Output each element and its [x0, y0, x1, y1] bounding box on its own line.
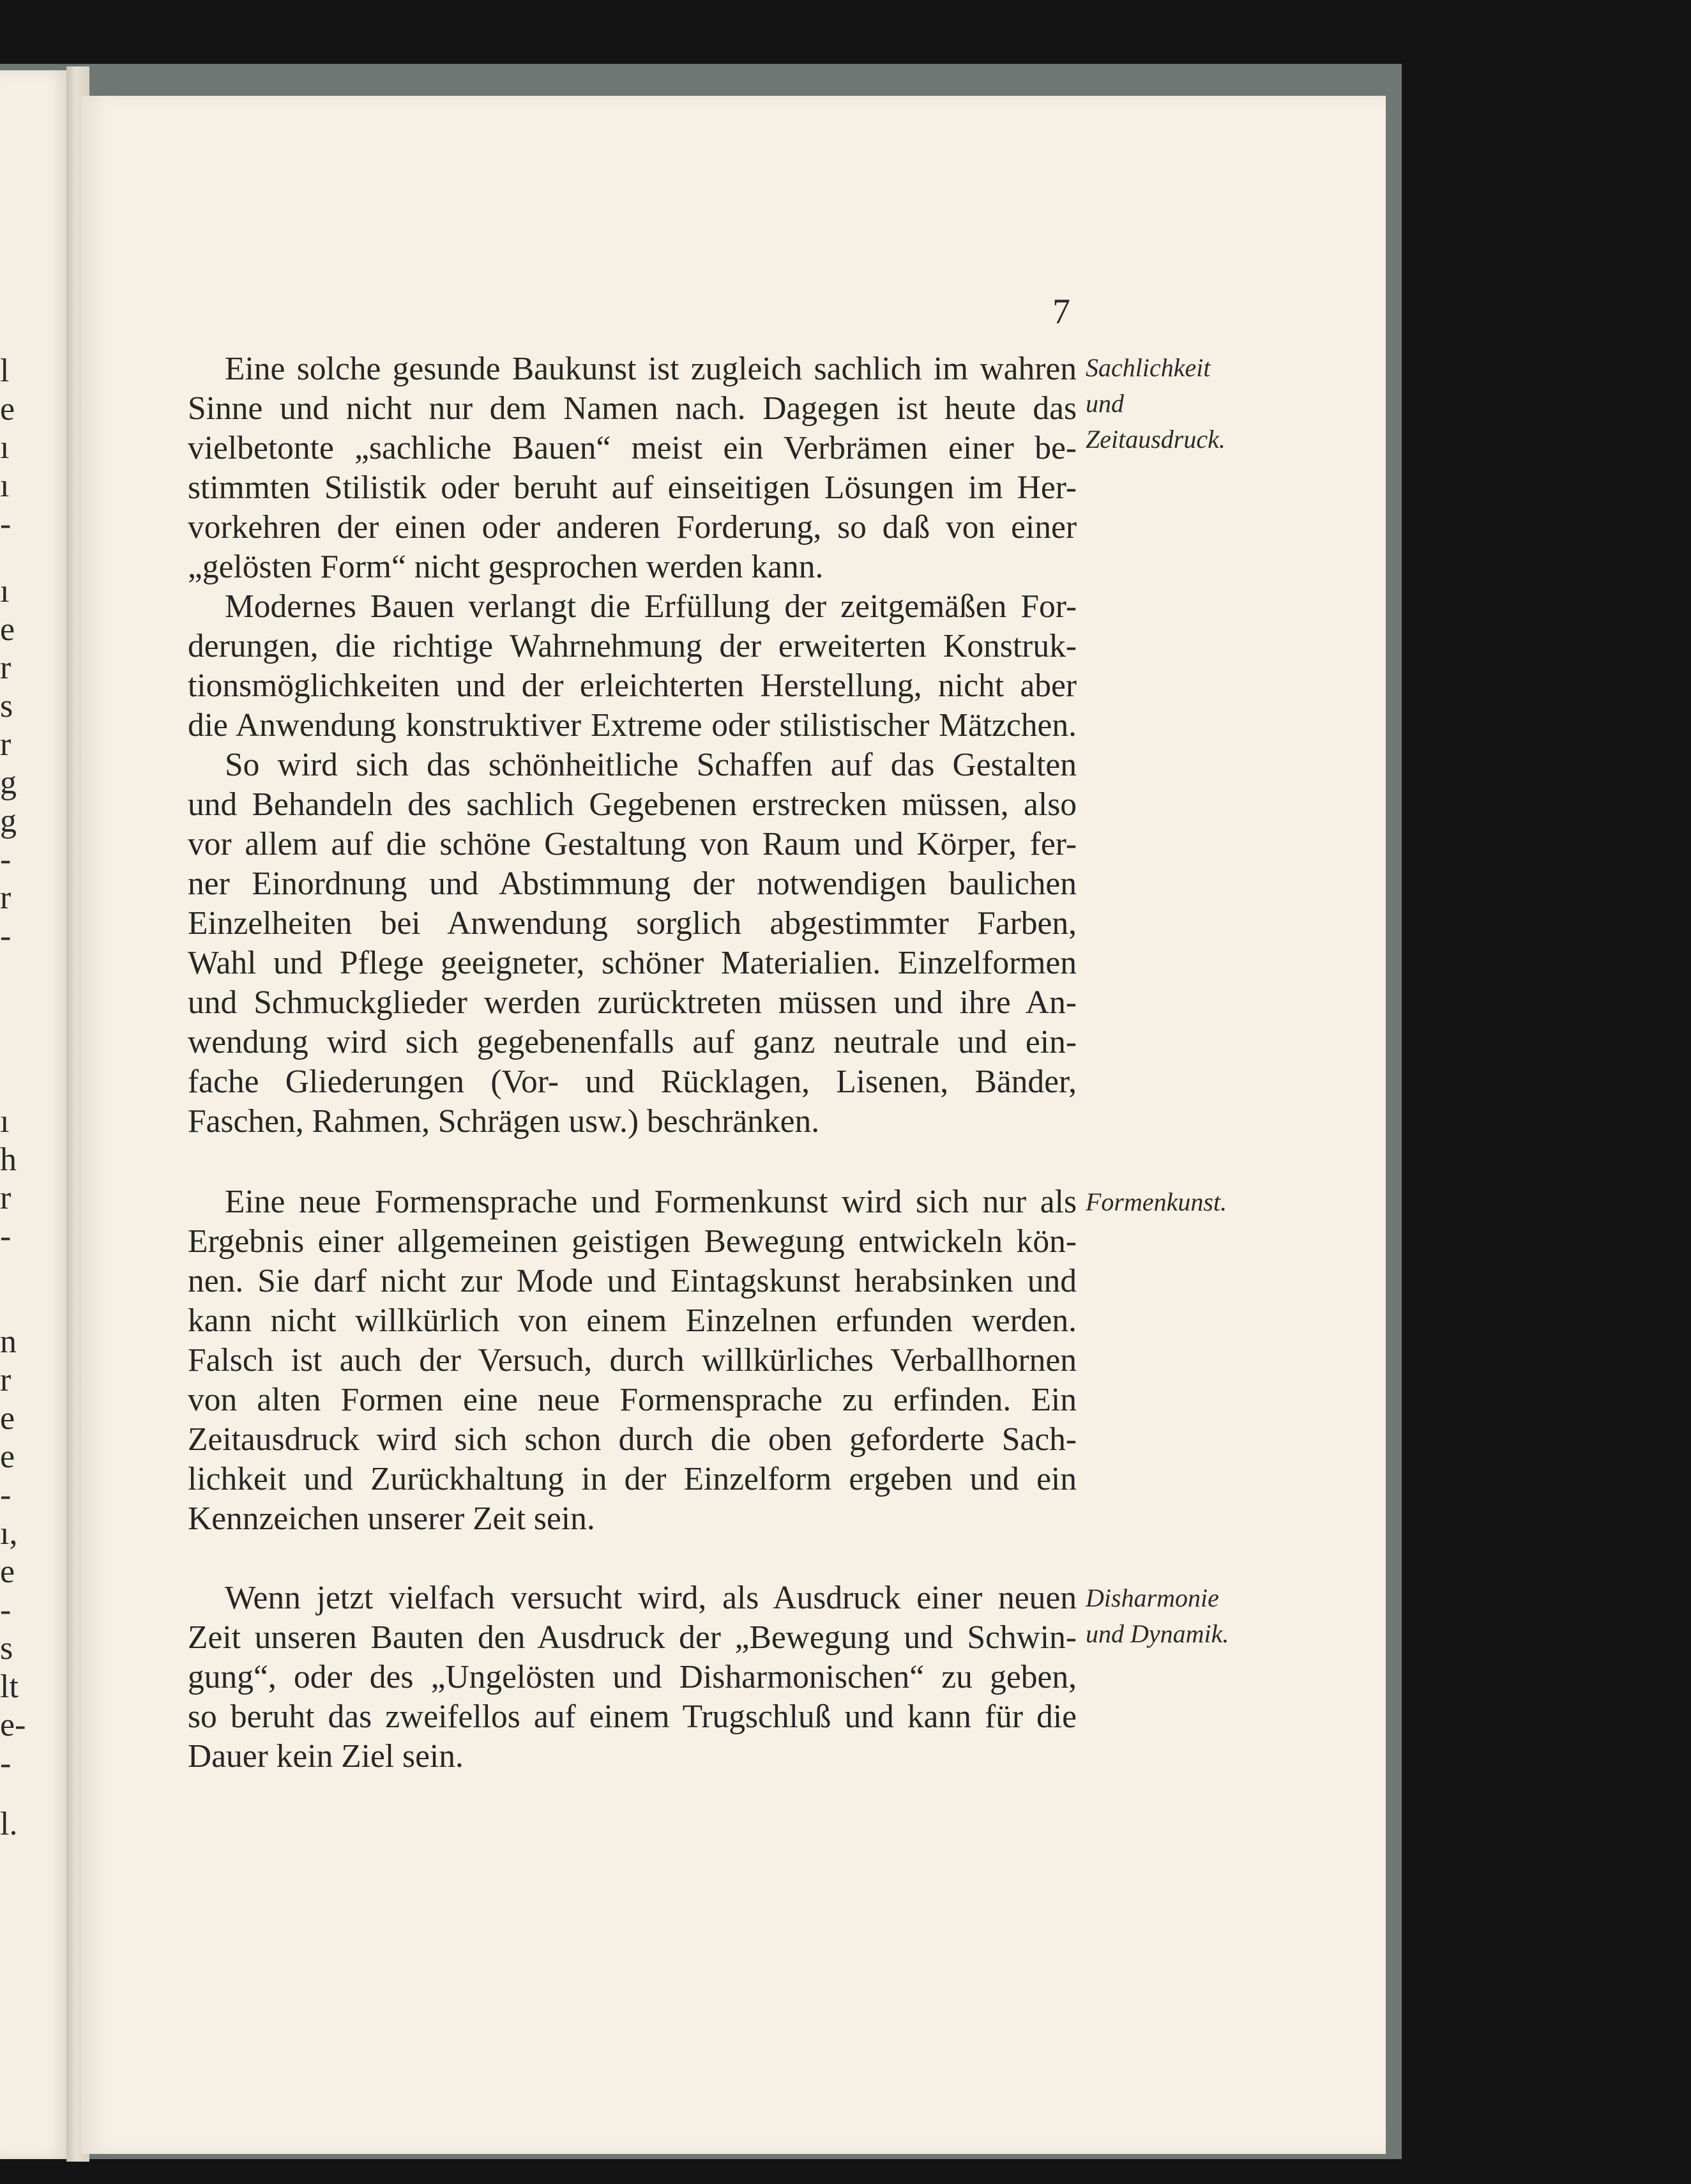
text-line: Eine neue Formensprache und Formenkunst wird sich nur als — [225, 1184, 1077, 1220]
text-line: von alten Formen eine neue Formensprache zu erfinden. Ein — [188, 1382, 1077, 1418]
text-line: gung“, oder des „Ungelösten und Disharmonischen“ zu geben, — [188, 1659, 1077, 1695]
left-fragment: e — [0, 391, 15, 427]
page-number: 7 — [1052, 292, 1070, 332]
left-fragment: ı — [0, 468, 10, 504]
left-fragment: ı, — [0, 1515, 18, 1552]
text-line: Eine solche gesunde Baukunst ist zugleich sachlich im wahren — [225, 351, 1077, 387]
text-line: und Behandeln des sachlich Gegebenen erstrecken müssen, also — [188, 786, 1077, 823]
left-fragment: g — [0, 765, 17, 801]
text-line: vor allem auf die schöne Gestaltung von Raum und Körper, fer- — [188, 826, 1077, 862]
margin-note: Sachlichkeit — [1086, 353, 1211, 382]
text-line: Einzelheiten bei Anwendung sorglich abgestimmter Farben, — [188, 905, 1077, 942]
left-fragment: r — [0, 650, 11, 686]
margin-note: und Dynamik. — [1086, 1619, 1229, 1648]
left-fragment: - — [0, 918, 11, 954]
text-line: vielbetonte „sachliche Bauen“ meist ein Verbrämen einer be- — [188, 430, 1077, 466]
text-line: derungen, die richtige Wahrnehmung der erweiterten Konstruk- — [188, 628, 1077, 664]
left-fragment: n — [0, 1324, 17, 1360]
margin-note: Formenkunst. — [1086, 1187, 1227, 1216]
left-fragment: l — [0, 353, 10, 389]
margin-note: Zeitausdruck. — [1086, 425, 1225, 454]
text-line: Wenn jetzt vielfach versucht wird, als Ausdruck einer neuen — [225, 1580, 1077, 1616]
text-line: Dauer kein Ziel sein. — [188, 1738, 464, 1775]
left-fragment: - — [0, 1592, 11, 1628]
text-line: Modernes Bauen verlangt die Erfüllung der zeitgemäßen For- — [225, 588, 1077, 625]
text-line: Wahl und Pflege geeigneter, schöner Materialien. Einzelformen — [188, 945, 1077, 981]
text-line: nen. Sie darf nicht zur Mode und Eintagskunst herabsinken und — [188, 1263, 1077, 1299]
text-line: „gelösten Form“ nicht gesprochen werden kann. — [188, 549, 824, 585]
text-line: die Anwendung konstruktiver Extreme oder stilistischer Mätzchen. — [188, 707, 1077, 744]
left-fragment: r — [0, 726, 11, 763]
left-fragment: - — [0, 1477, 11, 1513]
text-line: kann nicht willkürlich von einem Einzelnen erfunden werden. — [188, 1302, 1077, 1339]
left-fragment: l. — [0, 1806, 18, 1842]
left-fragment: e — [0, 1554, 15, 1590]
left-fragment: lt — [0, 1669, 19, 1705]
text-line: lichkeit und Zurückhaltung in der Einzelform ergeben und ein — [188, 1461, 1077, 1497]
left-fragment: s — [0, 688, 13, 724]
text-line: Kennzeichen unserer Zeit sein. — [188, 1501, 595, 1537]
left-fragment: e — [0, 1400, 15, 1437]
left-fragment: - — [0, 1218, 11, 1255]
left-fragment: g — [0, 803, 17, 839]
text-line: tionsmöglichkeiten und der erleichterten Herstellung, nicht aber — [188, 668, 1077, 704]
left-fragment: - — [0, 506, 11, 542]
left-fragment: ı — [0, 429, 10, 466]
previous-page-edge — [0, 70, 72, 2159]
left-fragment: e — [0, 1439, 15, 1475]
left-fragment: - — [0, 841, 11, 878]
text-line: wendung wird sich gegebenenfalls auf ganz neutrale und ein- — [188, 1024, 1077, 1060]
text-line: Faschen, Rahmen, Schrägen usw.) beschränken. — [188, 1103, 820, 1140]
left-fragment: s — [0, 1630, 13, 1667]
text-line: so beruht das zweifellos auf einem Trugschluß und kann für die — [188, 1699, 1077, 1735]
left-fragment: h — [0, 1142, 17, 1178]
text-line: Falsch ist auch der Versuch, durch willkürliches Verballhornen — [188, 1342, 1077, 1378]
left-fragment: r — [0, 1180, 11, 1216]
text-line: So wird sich das schönheitliche Schaffen auf das Gestalten — [225, 747, 1077, 783]
text-line: Zeit unseren Bauten den Ausdruck der „Bewegung und Schwin- — [188, 1619, 1077, 1656]
left-fragment: e- — [0, 1707, 26, 1743]
text-line: vorkehren der einen oder anderen Forderung, so daß von einer — [188, 509, 1077, 546]
left-fragment: e — [0, 611, 15, 648]
left-fragment: r — [0, 1362, 11, 1398]
text-line: fache Gliederungen (Vor- und Rücklagen, Lisenen, Bänder, — [188, 1064, 1077, 1100]
text-line: Ergebnis einer allgemeinen geistigen Bewegung entwickeln kön- — [188, 1223, 1077, 1260]
margin-note: und — [1086, 389, 1124, 418]
text-line: Sinne und nicht nur dem Namen nach. Dagegen ist heute das — [188, 390, 1077, 427]
text-line: Zeitausdruck wird sich schon durch die oben geforderte Sach- — [188, 1421, 1077, 1458]
text-line: ner Einordnung und Abstimmung der notwendigen baulichen — [188, 866, 1077, 902]
left-fragment: ı — [0, 573, 10, 609]
text-line: stimmten Stilistik oder beruht auf einseitigen Lösungen im Her- — [188, 470, 1077, 506]
left-fragment: ı — [0, 1103, 10, 1140]
text-line: und Schmuckglieder werden zurücktreten müssen und ihre An- — [188, 984, 1077, 1021]
margin-note: Disharmonie — [1086, 1584, 1219, 1612]
left-fragment: r — [0, 880, 11, 916]
left-fragment: - — [0, 1745, 11, 1782]
